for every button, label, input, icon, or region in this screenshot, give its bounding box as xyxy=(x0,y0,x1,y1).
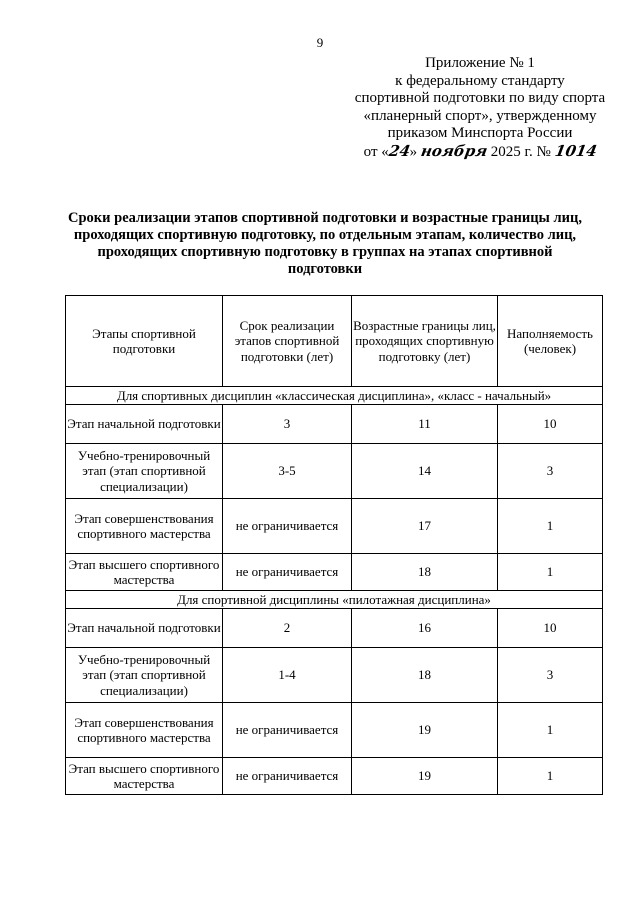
order-date-line xyxy=(345,143,615,162)
fill-cell: 10 xyxy=(498,609,603,648)
age-cell: 11 xyxy=(352,405,498,444)
table-row xyxy=(66,758,603,795)
table-row xyxy=(66,554,603,591)
term-cell: 2 xyxy=(223,609,352,648)
appendix-line-3: спортивной подготовки по виду спорта xyxy=(354,90,606,106)
fill-cell: 10 xyxy=(498,405,603,444)
date-prefix: от « xyxy=(363,143,389,160)
header-age: Возрастные границы лиц, проходящих спортивную подготовку (лет) xyxy=(352,296,498,387)
table-header-row xyxy=(66,296,603,387)
date-day: 24 xyxy=(387,141,412,160)
age-cell: 18 xyxy=(352,648,498,703)
age-cell: 19 xyxy=(352,703,498,758)
fill-cell: 3 xyxy=(498,444,603,499)
age-cell: 14 xyxy=(352,444,498,499)
section-row xyxy=(66,591,603,609)
page-number: 9 xyxy=(316,35,324,50)
term-cell: 3 xyxy=(223,405,352,444)
stage-cell: Этап высшего спортивного мастерства xyxy=(66,758,223,795)
section-row xyxy=(66,387,603,405)
stage-cell: Учебно-тренировочный этап (этап спортивной специализации) xyxy=(66,648,223,703)
term-cell: не ограничивается xyxy=(223,499,352,554)
order-number: 1014 xyxy=(553,141,599,160)
age-cell: 19 xyxy=(352,758,498,795)
fill-cell: 1 xyxy=(498,703,603,758)
term-cell: 3-5 xyxy=(223,444,352,499)
fill-cell: 3 xyxy=(498,648,603,703)
table-row xyxy=(66,703,603,758)
stage-cell: Этап совершенствования спортивного мастерства xyxy=(66,499,223,554)
appendix-line-2: к федеральному стандарту xyxy=(395,72,565,89)
date-month: ноября xyxy=(419,141,489,160)
stages-table xyxy=(65,295,603,795)
appendix-line-4: «планерный спорт», утвержденному xyxy=(363,107,597,124)
stage-cell: Этап высшего спортивного мастерства xyxy=(66,554,223,591)
term-cell: не ограничивается xyxy=(223,703,352,758)
table-row xyxy=(66,648,603,703)
fill-cell: 1 xyxy=(498,499,603,554)
document-title: Сроки реализации этапов спортивной подготовки и возрастные границы лиц, проходящих спортивную подготовку, по отдельным этапам, количество лиц, проходящих спортивную подготовку в группах на этапах спортивной подготовки xyxy=(68,210,582,277)
stage-cell: Этап начальной подготовки xyxy=(66,405,223,444)
term-cell: не ограничивается xyxy=(223,758,352,795)
appendix-header xyxy=(345,55,615,161)
table-row xyxy=(66,609,603,648)
table-row xyxy=(66,444,603,499)
stage-cell: Этап совершенствования спортивного мастерства xyxy=(66,703,223,758)
stage-cell: Учебно-тренировочный этап (этап спортивной специализации) xyxy=(66,444,223,499)
term-cell: 1-4 xyxy=(223,648,352,703)
table-row xyxy=(66,405,603,444)
age-cell: 17 xyxy=(352,499,498,554)
appendix-line-5: приказом Минспорта России xyxy=(387,125,573,141)
header-stages: Этапы спортивной подготовки xyxy=(66,296,223,387)
date-year: 2025 г. № xyxy=(490,143,551,160)
table-row xyxy=(66,499,603,554)
term-cell: не ограничивается xyxy=(223,554,352,591)
header-term: Срок реализации этапов спортивной подготовки (лет) xyxy=(223,296,352,387)
age-cell: 18 xyxy=(352,554,498,591)
date-mid: » xyxy=(409,143,418,160)
header-fill: Наполняемость (человек) xyxy=(498,296,603,387)
section-title: Для спортивной дисциплины «пилотажная дисциплина» xyxy=(66,591,603,609)
fill-cell: 1 xyxy=(498,758,603,795)
age-cell: 16 xyxy=(352,609,498,648)
stage-cell: Этап начальной подготовки xyxy=(66,609,223,648)
fill-cell: 1 xyxy=(498,554,603,591)
appendix-line-1: Приложение № 1 xyxy=(425,55,535,71)
section-title: Для спортивных дисциплин «классическая дисциплина», «класс - начальный» xyxy=(66,387,603,405)
